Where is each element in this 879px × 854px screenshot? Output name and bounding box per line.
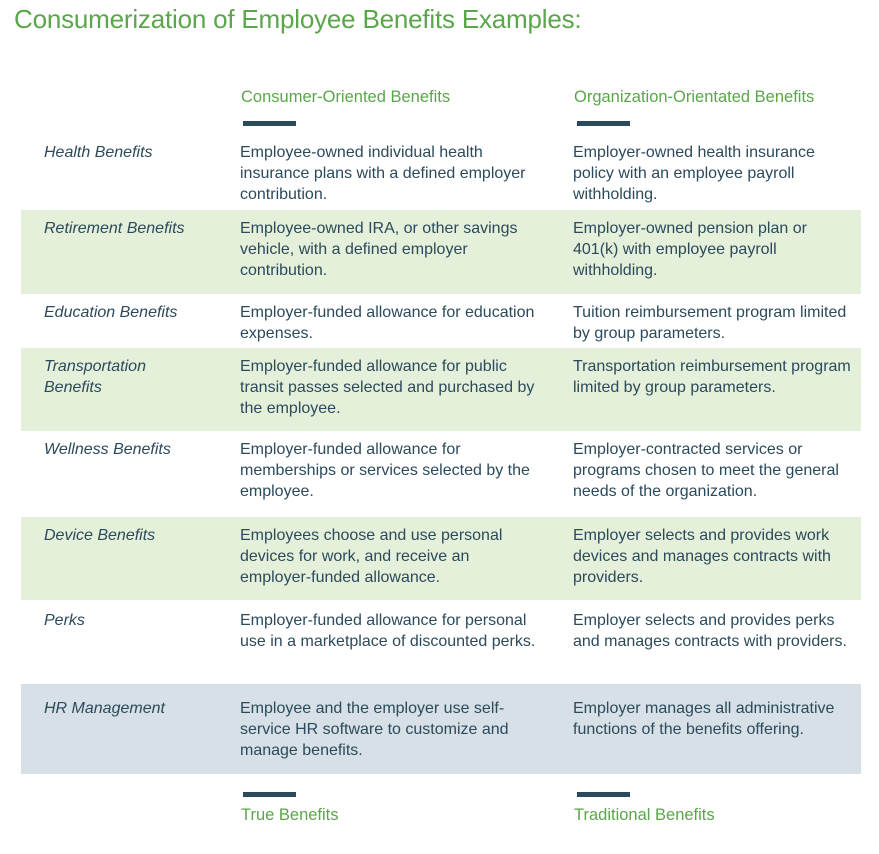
row-category: Health Benefits — [44, 144, 153, 161]
organization-cell: Employer-owned pension plan or 401(k) with employee payroll withholding. — [573, 220, 807, 279]
row-category: Wellness Benefits — [44, 441, 171, 458]
row-category: Retirement Benefits — [44, 220, 185, 237]
table-row — [21, 684, 861, 774]
header-divider-consumer — [243, 121, 296, 126]
table-row — [21, 431, 861, 517]
column-header-consumer: Consumer-Oriented Benefits — [241, 88, 451, 106]
organization-cell: Tuition reimbursement program limited by group parameters. — [573, 304, 847, 342]
table-row — [21, 210, 861, 294]
consumer-cell: Employee-owned individual health insurance plans with a defined employer contribution. — [240, 144, 526, 203]
organization-cell: Employer selects and provides work devices and manages contracts with providers. — [573, 527, 831, 586]
organization-cell: Employer-contracted services or programs chosen to meet the general needs of the organization. — [573, 441, 839, 500]
consumer-cell: Employee-owned IRA, or other savings vehicle, with a defined employer contribution. — [240, 220, 518, 279]
consumer-cell: Employer-funded allowance for personal use in a marketplace of discounted perks. — [240, 612, 536, 650]
header-divider-organization — [577, 121, 630, 126]
footer-divider-consumer — [243, 792, 296, 797]
organization-cell: Employer selects and provides perks and manages contracts with providers. — [573, 612, 847, 650]
consumer-cell: Employee and the employer use self-service HR software to customize and manage benefits. — [240, 700, 509, 759]
row-category: HR Management — [44, 700, 165, 717]
consumer-cell: Employer-funded allowance for memberships or services selected by the employee. — [240, 441, 530, 500]
organization-cell: Employer manages all administrative functions of the benefits offering. — [573, 700, 835, 738]
consumer-cell: Employer-funded allowance for public transit passes selected and purchased by the employee. — [240, 358, 535, 417]
consumer-cell: Employees choose and use personal devices for work, and receive an employer-funded allowance. — [240, 527, 503, 586]
table-row — [21, 134, 861, 210]
table-row — [21, 600, 861, 684]
benefits-table — [21, 134, 861, 774]
row-category: Perks — [44, 612, 85, 629]
organization-cell: Transportation reimbursement program limited by group parameters. — [573, 358, 851, 396]
row-category: Device Benefits — [44, 527, 156, 544]
consumer-cell: Employer-funded allowance for education expenses. — [240, 304, 535, 342]
footer-divider-organization — [577, 792, 630, 797]
page-title: Consumerization of Employee Benefits Examples: — [14, 4, 582, 34]
footer-label-organization: Traditional Benefits — [574, 806, 715, 824]
row-category: Transportation Benefits — [44, 358, 146, 396]
organization-cell: Employer-owned health insurance policy with an employee payroll withholding. — [573, 144, 815, 203]
column-header-organization: Organization-Orientated Benefits — [574, 88, 815, 106]
table-row — [21, 517, 861, 600]
footer-label-consumer: True Benefits — [241, 806, 339, 824]
table-row — [21, 348, 861, 431]
table-row — [21, 294, 861, 348]
row-category: Education Benefits — [44, 304, 178, 321]
